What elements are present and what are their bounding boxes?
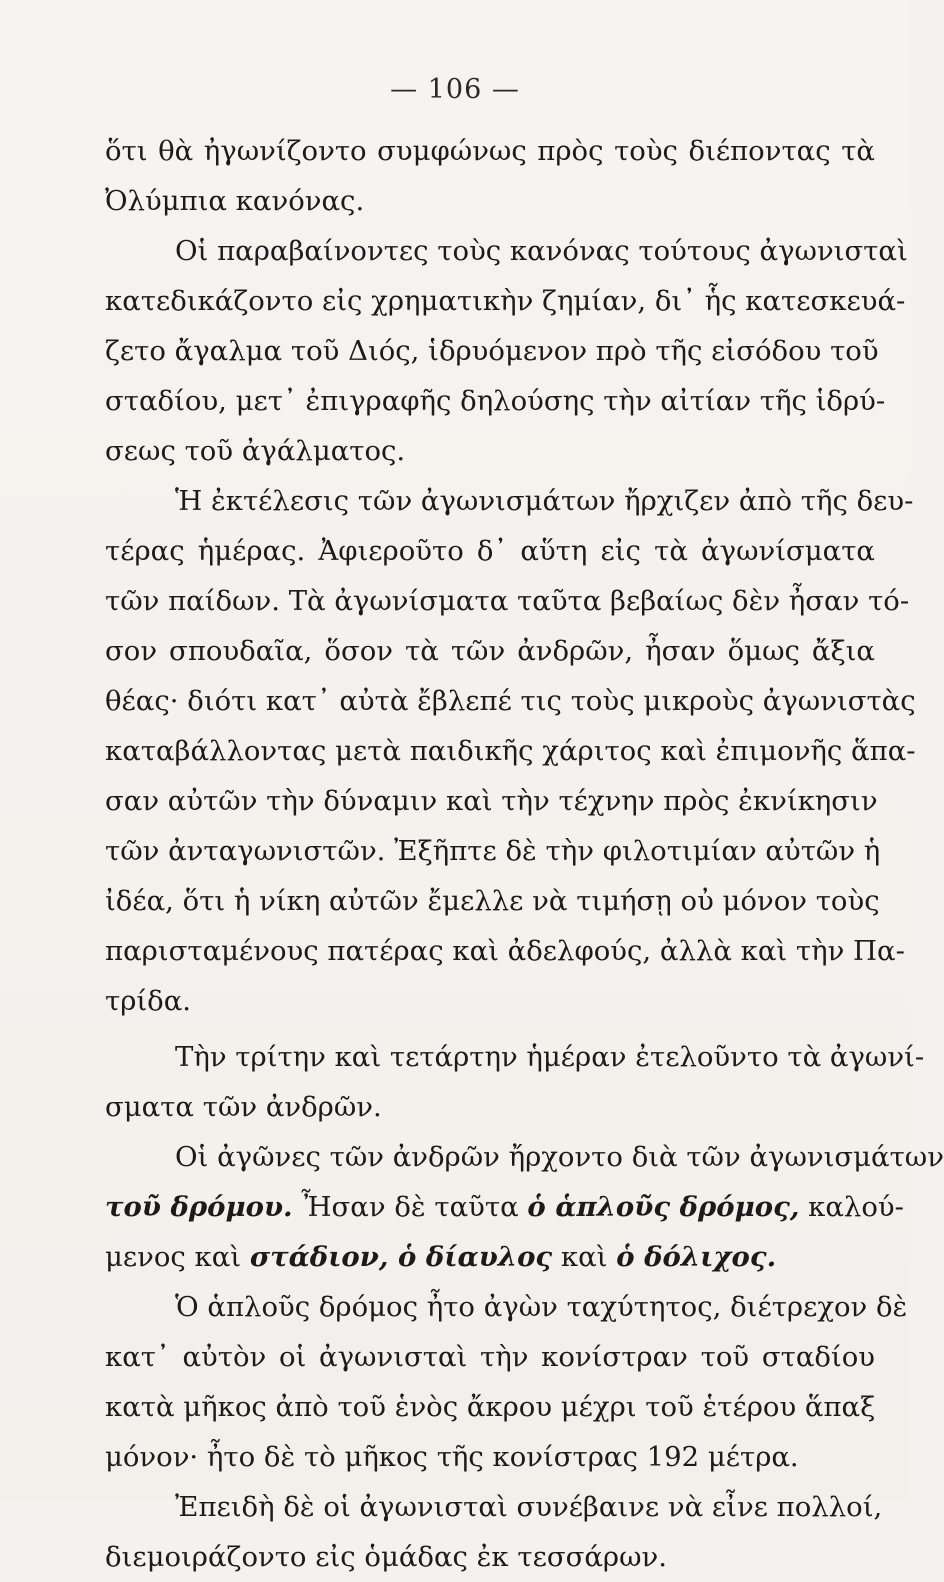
text-line: Οἱ παραβαίνοντες τοὺς κανόνας τούτους ἀγωνισταὶ (175, 235, 908, 267)
inline-text: μενος καὶ (105, 1241, 250, 1273)
inline-text: καλού- (799, 1191, 904, 1223)
emphasis-term: ὁ δόλιχος. (616, 1241, 777, 1273)
text-line: θέας· διότι κατ᾿ αὐτὰ ἔβλεπέ τις τοὺς μικροὺς ἀγωνιστὰς (105, 685, 916, 717)
text-line: μόνον· ἦτο δὲ τὸ μῆκος τῆς κονίστρας 192 μέτρα. (105, 1441, 799, 1473)
text-line: σματα τῶν ἀνδρῶν. (105, 1091, 382, 1123)
text-line: Ὁ ἁπλοῦς δρόμος ἦτο ἀγὼν ταχύτητος, διέτρεχον δὲ (175, 1291, 908, 1323)
text-line: κατεδικάζοντο εἰς χρηματικὴν ζημίαν, δι᾿ ἧς κατεσκευά- (105, 285, 906, 317)
text-line: Ὀλύμπια κανόνας. (105, 185, 365, 217)
paragraph (105, 476, 916, 1026)
inline-text: Ἦσαν δὲ ταῦτα (292, 1191, 528, 1223)
text-line: Ἡ ἐκτέλεσις τῶν ἀγωνισμάτων ἤρχιζεν ἀπὸ τῆς δευ- (175, 485, 914, 517)
text-line: τῶν παίδων. Τὰ ἀγωνίσματα ταῦτα βεβαίως δὲν ἦσαν τό- (105, 585, 910, 617)
paragraph (105, 226, 908, 476)
paragraph (105, 1482, 883, 1582)
text-line: σταδίου, μετ᾿ ἐπιγραφῆς δηλούσης τὴν αἰτίαν τῆς ἱδρύ- (105, 385, 886, 417)
text-line: διεμοιράζοντο εἰς ὁμάδας ἐκ τεσσάρων. (105, 1541, 667, 1573)
text-line (105, 1232, 875, 1282)
text-line: σον σπουδαῖα, ὅσον τὰ τῶν ἀνδρῶν, ἦσαν ὅμως ἄξια (105, 635, 875, 667)
text-line: κατ᾿ αὐτὸν οἱ ἀγωνισταὶ τὴν κονίστραν τοῦ σταδίου (105, 1341, 875, 1373)
text-line: παρισταμένους πατέρας καὶ ἀδελφούς, ἀλλὰ καὶ τὴν Πα- (105, 935, 905, 967)
text-line: καταβάλλοντας μετὰ παιδικῆς χάριτος καὶ ἐπιμονῆς ἅπα- (105, 735, 916, 767)
emphasis-term: ὁ ἁπλοῦς δρόμος, (527, 1191, 800, 1223)
text-line: Τὴν τρίτην καὶ τετάρτην ἡμέραν ἐτελοῦντο τὰ ἀγωνί- (175, 1041, 925, 1073)
paragraph (105, 1032, 925, 1132)
text-line: σεως τοῦ ἀγάλματος. (105, 435, 406, 467)
text-line: κατὰ μῆκος ἀπὸ τοῦ ἑνὸς ἄκρου μέχρι τοῦ ἑτέρου ἅπαξ (105, 1391, 876, 1423)
emphasis-term: τοῦ δρόμου. (105, 1191, 293, 1223)
page-number: — 106 — (390, 74, 520, 105)
text-line: Οἱ ἀγῶνες τῶν ἀνδρῶν ἤρχοντο διὰ τῶν ἀγωνισμάτων (175, 1141, 944, 1173)
emphasis-term: στάδιον, ὁ δίαυλος (249, 1241, 553, 1273)
text-line: τέρας ἡμέρας. Ἀφιεροῦτο δ᾿ αὕτη εἰς τὰ ἀγωνίσματα (105, 535, 875, 567)
text-line: τῶν ἀνταγωνιστῶν. Ἐξῆπτε δὲ τὴν φιλοτιμίαν αὐτῶν ἡ (105, 835, 881, 867)
paragraph (105, 126, 875, 226)
text-line: ὅτι θὰ ἠγωνίζοντο συμφώνως πρὸς τοὺς διέποντας τὰ (105, 135, 875, 167)
text-line: ἰδέα, ὅτι ἡ νίκη αὐτῶν ἔμελλε νὰ τιμήσῃ οὐ μόνον τοὺς (105, 885, 880, 917)
body-text (105, 126, 944, 1582)
text-line: Ἐπειδὴ δὲ οἱ ἀγωνισταὶ συνέβαινε νὰ εἶνε πολλοί, (175, 1491, 883, 1523)
text-line (105, 1182, 904, 1232)
paragraph (105, 1282, 908, 1482)
text-line: σαν αὐτῶν τὴν δύναμιν καὶ τὴν τέχνην πρὸς ἐκνίκησιν (105, 785, 878, 817)
paragraph (105, 1132, 944, 1282)
text-line: τρίδα. (105, 985, 192, 1017)
inline-text: καὶ (552, 1241, 617, 1273)
text-line: ζετο ἄγαλμα τοῦ Διός, ἱδρυόμενον πρὸ τῆς εἰσόδου τοῦ (105, 335, 879, 367)
